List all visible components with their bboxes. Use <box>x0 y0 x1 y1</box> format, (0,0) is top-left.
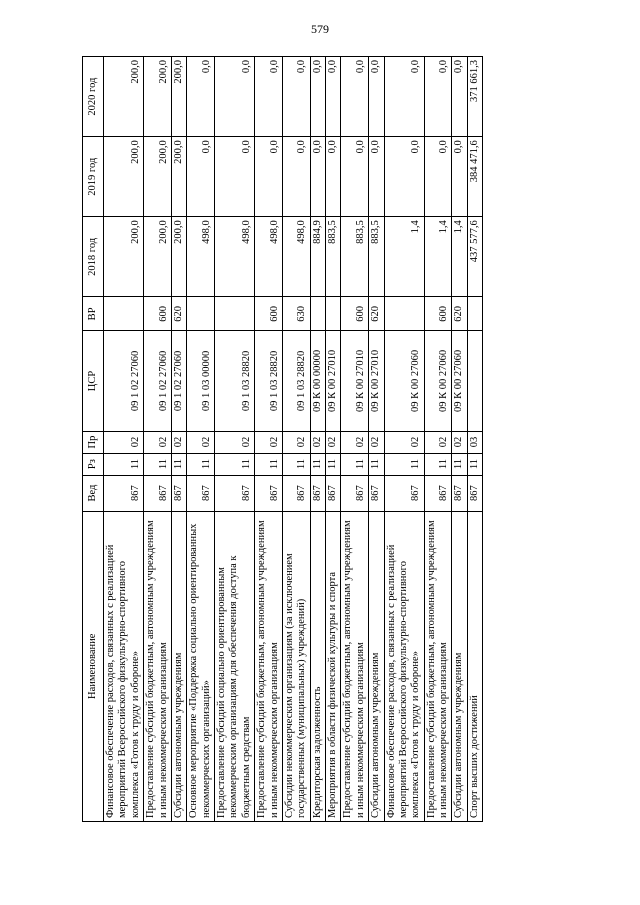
cell-2020: 0,0 <box>452 57 467 137</box>
table-row <box>187 57 215 822</box>
header-2019: 2019 год <box>83 137 104 217</box>
cell-vr: 600 <box>255 297 283 331</box>
cell-2020: 0,0 <box>255 57 283 137</box>
table-row <box>310 57 325 822</box>
cell-name: Мероприятия в области физической культуры и спорта <box>326 511 341 821</box>
cell-name: Предоставление субсидий социально ориентированным некоммерческим организациям для обеспечения доступа к бюджетным средствам <box>215 511 255 821</box>
cell-vr <box>326 297 341 331</box>
table-row <box>384 57 424 822</box>
cell-ved: 867 <box>326 475 341 511</box>
cell-2018: 883,5 <box>369 217 384 297</box>
cell-2019: 0,0 <box>424 137 452 217</box>
cell-name: Субсидии автономным учреждениям <box>171 511 186 821</box>
cell-csr: 09 1 02 27060 <box>171 331 186 431</box>
cell-2018: 498,0 <box>187 217 215 297</box>
cell-ved: 867 <box>171 475 186 511</box>
cell-vr <box>310 297 325 331</box>
cell-2020: 371 661,3 <box>467 57 482 137</box>
cell-ved: 867 <box>215 475 255 511</box>
cell-ved: 867 <box>187 475 215 511</box>
cell-2018: 883,5 <box>341 217 369 297</box>
cell-ved: 867 <box>310 475 325 511</box>
cell-2020: 0,0 <box>187 57 215 137</box>
cell-2019: 200,0 <box>144 137 172 217</box>
cell-pr: 02 <box>310 431 325 453</box>
cell-csr: 09 К 00 27010 <box>326 331 341 431</box>
cell-vr: 620 <box>452 297 467 331</box>
cell-2018: 498,0 <box>215 217 255 297</box>
cell-csr: 09 1 02 27060 <box>144 331 172 431</box>
cell-rz: 11 <box>187 453 215 475</box>
cell-vr <box>467 297 482 331</box>
cell-ved: 867 <box>104 475 144 511</box>
cell-pr: 02 <box>326 431 341 453</box>
cell-rz: 11 <box>215 453 255 475</box>
header-pr: Пр <box>83 431 104 453</box>
cell-pr: 02 <box>341 431 369 453</box>
cell-2019: 384 471,6 <box>467 137 482 217</box>
cell-pr: 02 <box>282 431 310 453</box>
cell-vr <box>187 297 215 331</box>
cell-vr: 620 <box>369 297 384 331</box>
cell-csr: 09 К 00 27060 <box>384 331 424 431</box>
table-body <box>104 57 483 822</box>
cell-2019: 0,0 <box>341 137 369 217</box>
cell-2018: 1,4 <box>384 217 424 297</box>
cell-2018: 884,9 <box>310 217 325 297</box>
cell-2020: 0,0 <box>310 57 325 137</box>
cell-2019: 0,0 <box>384 137 424 217</box>
cell-2018: 1,4 <box>452 217 467 297</box>
table-row <box>424 57 452 822</box>
cell-vr: 600 <box>341 297 369 331</box>
cell-2018: 200,0 <box>144 217 172 297</box>
cell-rz: 11 <box>310 453 325 475</box>
cell-name: Предоставление субсидий бюджетным, автономным учреждениям и иным некоммерческим организациям <box>255 511 283 821</box>
cell-vr <box>104 297 144 331</box>
cell-2020: 0,0 <box>384 57 424 137</box>
cell-pr: 02 <box>215 431 255 453</box>
cell-pr: 02 <box>424 431 452 453</box>
budget-table-container <box>82 56 565 822</box>
cell-rz: 11 <box>104 453 144 475</box>
table-row <box>215 57 255 822</box>
cell-2018: 200,0 <box>171 217 186 297</box>
cell-csr: 09 1 03 28820 <box>215 331 255 431</box>
cell-rz: 11 <box>369 453 384 475</box>
table-row <box>144 57 172 822</box>
cell-pr: 02 <box>187 431 215 453</box>
cell-2019: 0,0 <box>255 137 283 217</box>
cell-csr: 09 1 03 28820 <box>255 331 283 431</box>
cell-2020: 0,0 <box>215 57 255 137</box>
cell-2020: 0,0 <box>326 57 341 137</box>
cell-2019: 0,0 <box>326 137 341 217</box>
cell-2018: 1,4 <box>424 217 452 297</box>
cell-rz: 11 <box>452 453 467 475</box>
cell-ved: 867 <box>255 475 283 511</box>
cell-pr: 03 <box>467 431 482 453</box>
cell-rz: 11 <box>384 453 424 475</box>
table-header-row <box>83 57 104 822</box>
cell-2018: 437 577,6 <box>467 217 482 297</box>
table-row <box>255 57 283 822</box>
header-vr: ВР <box>83 297 104 331</box>
cell-vr: 630 <box>282 297 310 331</box>
cell-ved: 867 <box>384 475 424 511</box>
cell-2019: 200,0 <box>104 137 144 217</box>
cell-ved: 867 <box>424 475 452 511</box>
header-name: Наименование <box>83 511 104 821</box>
cell-2020: 200,0 <box>171 57 186 137</box>
cell-rz: 11 <box>282 453 310 475</box>
cell-pr: 02 <box>369 431 384 453</box>
cell-rz: 11 <box>467 453 482 475</box>
header-2018: 2018 год <box>83 217 104 297</box>
cell-vr: 620 <box>171 297 186 331</box>
table-row <box>104 57 144 822</box>
cell-2019: 0,0 <box>369 137 384 217</box>
cell-ved: 867 <box>144 475 172 511</box>
cell-rz: 11 <box>326 453 341 475</box>
cell-2019: 0,0 <box>187 137 215 217</box>
cell-ved: 867 <box>369 475 384 511</box>
header-2020: 2020 год <box>83 57 104 137</box>
cell-name: Финансовое обеспечение расходов, связанных с реализацией мероприятий Всероссийского физкультурно-спортивного комплекса «Готов к труду и обороне» <box>384 511 424 821</box>
cell-ved: 867 <box>341 475 369 511</box>
cell-csr <box>467 331 482 431</box>
budget-table <box>82 56 483 822</box>
cell-ved: 867 <box>452 475 467 511</box>
cell-2018: 883,5 <box>326 217 341 297</box>
cell-name: Субсидии автономным учреждениям <box>452 511 467 821</box>
cell-name: Предоставление субсидий бюджетным, автономным учреждениям и иным некоммерческим организациям <box>424 511 452 821</box>
cell-name: Предоставление субсидий бюджетным, автономным учреждениям и иным некоммерческим организациям <box>144 511 172 821</box>
cell-csr: 09 1 03 28820 <box>282 331 310 431</box>
cell-csr: 09 1 03 00000 <box>187 331 215 431</box>
cell-2020: 200,0 <box>104 57 144 137</box>
cell-rz: 11 <box>255 453 283 475</box>
cell-name: Предоставление субсидий бюджетным, автономным учреждениям и иным некоммерческим организациям <box>341 511 369 821</box>
cell-2019: 0,0 <box>215 137 255 217</box>
cell-2020: 0,0 <box>369 57 384 137</box>
cell-2020: 0,0 <box>282 57 310 137</box>
cell-pr: 02 <box>171 431 186 453</box>
cell-name: Спорт высших достижений <box>467 511 482 821</box>
cell-pr: 02 <box>384 431 424 453</box>
cell-csr: 09 К 00 27010 <box>369 331 384 431</box>
cell-vr <box>215 297 255 331</box>
cell-pr: 02 <box>255 431 283 453</box>
cell-pr: 02 <box>452 431 467 453</box>
header-rz: Рз <box>83 453 104 475</box>
cell-2020: 200,0 <box>144 57 172 137</box>
table-row <box>282 57 310 822</box>
cell-2019: 0,0 <box>452 137 467 217</box>
cell-2019: 200,0 <box>171 137 186 217</box>
cell-vr <box>384 297 424 331</box>
cell-name: Кредиторская задолженность <box>310 511 325 821</box>
table-row <box>467 57 482 822</box>
cell-name: Финансовое обеспечение расходов, связанных с реализацией мероприятий Всероссийского физкультурно-спортивного комплекса «Готов к труду и обороне» <box>104 511 144 821</box>
cell-name: Субсидии автономным учреждениям <box>369 511 384 821</box>
cell-2018: 498,0 <box>282 217 310 297</box>
cell-ved: 867 <box>282 475 310 511</box>
table-row <box>341 57 369 822</box>
cell-rz: 11 <box>144 453 172 475</box>
cell-csr: 09 1 02 27060 <box>104 331 144 431</box>
cell-2020: 0,0 <box>424 57 452 137</box>
cell-ved: 867 <box>467 475 482 511</box>
page-number: 579 <box>311 22 329 36</box>
table-row <box>171 57 186 822</box>
table-row <box>452 57 467 822</box>
cell-pr: 02 <box>104 431 144 453</box>
cell-vr: 600 <box>144 297 172 331</box>
cell-vr: 600 <box>424 297 452 331</box>
cell-csr: 09 К 00 27010 <box>341 331 369 431</box>
cell-2019: 0,0 <box>310 137 325 217</box>
cell-rz: 11 <box>424 453 452 475</box>
cell-csr: 09 К 00 27060 <box>424 331 452 431</box>
cell-2020: 0,0 <box>341 57 369 137</box>
table-row <box>326 57 341 822</box>
cell-pr: 02 <box>144 431 172 453</box>
header-csr: ЦСР <box>83 331 104 431</box>
table-row <box>369 57 384 822</box>
cell-csr: 09 К 00 00000 <box>310 331 325 431</box>
cell-2018: 200,0 <box>104 217 144 297</box>
cell-2019: 0,0 <box>282 137 310 217</box>
cell-rz: 11 <box>341 453 369 475</box>
cell-rz: 11 <box>171 453 186 475</box>
cell-2018: 498,0 <box>255 217 283 297</box>
cell-name: Основное мероприятие «Поддержка социально ориентированных некоммерческих организаций» <box>187 511 215 821</box>
cell-csr: 09 К 00 27060 <box>452 331 467 431</box>
header-ved: Вед <box>83 475 104 511</box>
cell-name: Субсидии некоммерческим организациям (за исключением государственных (муниципальных) учреждений) <box>282 511 310 821</box>
